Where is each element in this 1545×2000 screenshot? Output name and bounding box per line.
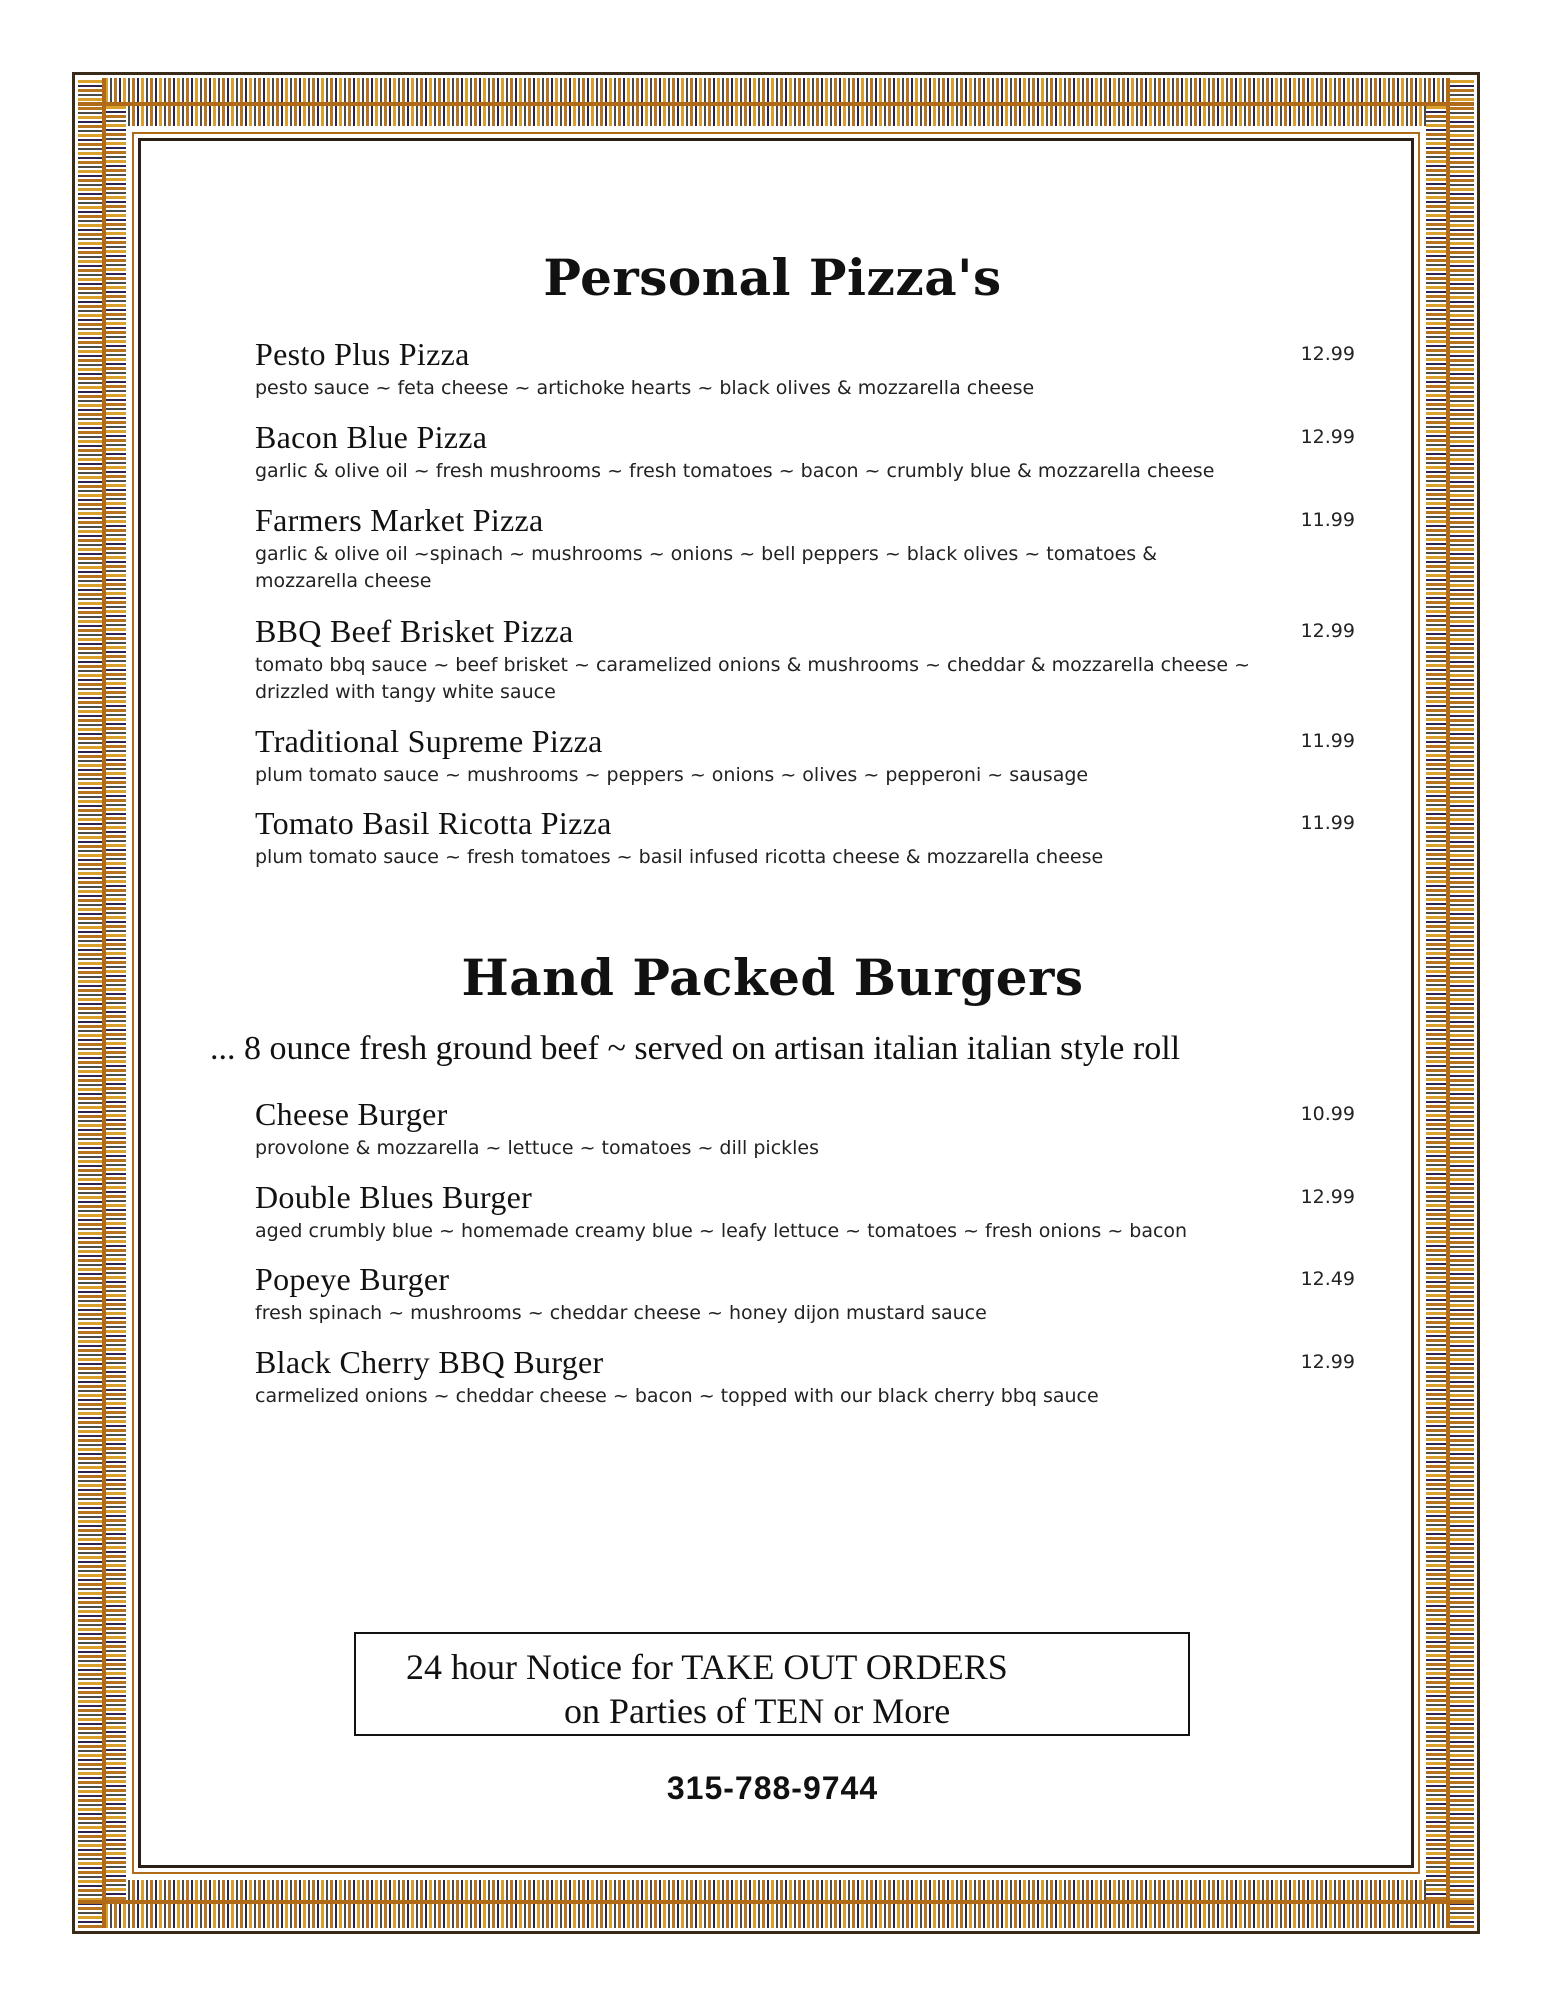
item-price: 10.99 [1300, 1103, 1355, 1125]
item-name: Tomato Basil Ricotta Pizza [255, 805, 612, 841]
item-description: provolone & mozzarella ~ lettuce ~ tomatoes ~ dill pickles [255, 1137, 820, 1159]
item-description: fresh spinach ~ mushrooms ~ cheddar cheese ~ honey dijon mustard sauce [255, 1302, 987, 1324]
item-description: plum tomato sauce ~ fresh tomatoes ~ basil infused ricotta cheese & mozzarella cheese [255, 846, 1104, 868]
item-description: tomato bbq sauce ~ beef brisket ~ caramelized onions & mushrooms ~ cheddar & mozzarella cheese ~ drizzled with tangy white sauce [255, 654, 1251, 703]
item-description: carmelized onions ~ cheddar cheese ~ bacon ~ topped with our black cherry bbq sauce [255, 1385, 1099, 1407]
menu-item-tomato-basil-ricotta-pizza [255, 804, 1355, 871]
burger-section-subtitle: ... 8 ounce fresh ground beef ~ served on artisan italian italian style roll [210, 1030, 1181, 1067]
item-price: 12.99 [1300, 1186, 1355, 1208]
item-description: plum tomato sauce ~ mushrooms ~ peppers ~ onions ~ olives ~ pepperoni ~ sausage [255, 764, 1089, 786]
menu-item-double-blues-burger [255, 1178, 1355, 1245]
menu-item-traditional-supreme-pizza [255, 722, 1355, 789]
item-name: Farmers Market Pizza [255, 502, 544, 538]
menu-item-farmers-market-pizza [255, 501, 1355, 595]
item-price: 12.99 [1300, 1351, 1355, 1373]
item-name: BBQ Beef Brisket Pizza [255, 613, 574, 649]
item-price: 12.99 [1300, 426, 1355, 448]
item-name: Bacon Blue Pizza [255, 419, 488, 455]
burger-section-title: Hand Packed Burgers [461, 948, 1084, 1007]
menu-item-pesto-plus-pizza [255, 335, 1355, 402]
item-name: Pesto Plus Pizza [255, 336, 470, 372]
phone-number[interactable]: 315-788-9744 [666, 1770, 879, 1806]
item-description: garlic & olive oil ~ fresh mushrooms ~ fresh tomatoes ~ bacon ~ crumbly blue & mozzarella cheese [255, 460, 1215, 482]
item-name: Cheese Burger [255, 1096, 448, 1132]
notice-line-1: 24 hour Notice for TAKE OUT ORDERS [406, 1647, 1008, 1687]
item-price: 11.99 [1300, 730, 1355, 752]
item-price: 11.99 [1300, 509, 1355, 531]
menu-item-bacon-blue-pizza [255, 418, 1355, 485]
menu-item-popeye-burger [255, 1260, 1355, 1327]
menu-item-black-cherry-bbq-burger [255, 1343, 1355, 1410]
item-description: aged crumbly blue ~ homemade creamy blue ~ leafy lettuce ~ tomatoes ~ fresh onions ~ bacon [255, 1220, 1188, 1242]
notice-line-2: on Parties of TEN or More [564, 1691, 951, 1731]
item-price: 11.99 [1300, 812, 1355, 834]
item-price: 12.99 [1300, 343, 1355, 365]
item-price: 12.49 [1300, 1268, 1355, 1290]
item-description: garlic & olive oil ~spinach ~ mushrooms ~ onions ~ bell peppers ~ black olives ~ tomatoes & mozzarella cheese [255, 543, 1158, 592]
menu-item-bbq-beef-brisket-pizza [255, 612, 1355, 706]
item-price: 12.99 [1300, 620, 1355, 642]
takeout-notice-box [354, 1632, 1190, 1736]
item-name: Double Blues Burger [255, 1179, 533, 1215]
item-name: Traditional Supreme Pizza [255, 723, 603, 759]
item-description: pesto sauce ~ feta cheese ~ artichoke hearts ~ black olives & mozzarella cheese [255, 377, 1035, 399]
item-name: Popeye Burger [255, 1261, 450, 1297]
item-name: Black Cherry BBQ Burger [255, 1344, 604, 1380]
menu-item-cheese-burger [255, 1095, 1355, 1162]
pizza-section-title: Personal Pizza's [543, 248, 1002, 307]
